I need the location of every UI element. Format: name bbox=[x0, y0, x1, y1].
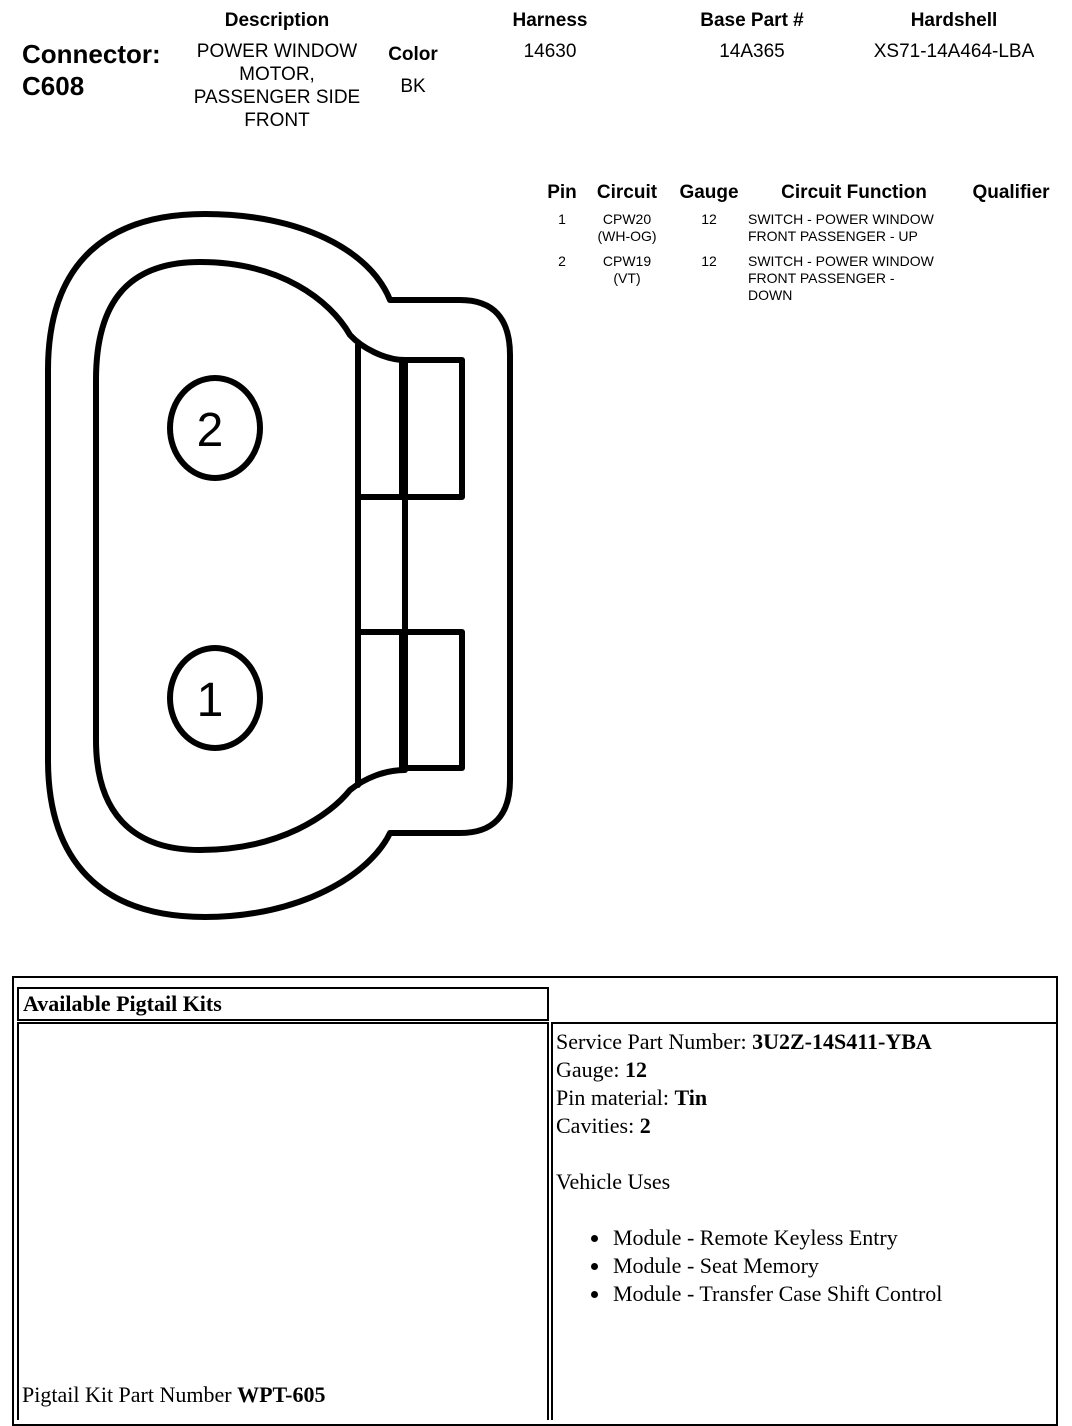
base-part-value: 14A365 bbox=[719, 41, 785, 62]
service-part-number: Service Part Number: 3U2Z-14S411-YBA bbox=[556, 1029, 932, 1054]
hardshell-header: Hardshell bbox=[910, 10, 998, 31]
connector-face-diagram bbox=[0, 0, 560, 940]
harness-header: Harness bbox=[512, 10, 588, 31]
list-item: Module - Seat Memory bbox=[553, 1252, 942, 1280]
gauge-cell: 12 bbox=[701, 253, 717, 269]
pin-cell: 1 bbox=[558, 211, 566, 227]
pigtail-kit-part-number: Pigtail Kit Part Number WPT-605 bbox=[22, 1382, 326, 1407]
pigtail-info-cell bbox=[551, 1022, 1058, 1420]
connector-label: Connector: C608 bbox=[22, 39, 161, 101]
pigtail-title-cell bbox=[17, 987, 549, 1021]
circuit-cell: CPW19 (VT) bbox=[602, 253, 652, 286]
vehicle-uses-list bbox=[553, 1224, 942, 1308]
pin-1-label: 1 bbox=[196, 674, 224, 727]
list-item: Module - Transfer Case Shift Control bbox=[553, 1280, 942, 1308]
description-header: Description bbox=[224, 10, 330, 31]
latch-upper-block bbox=[358, 360, 462, 497]
gauge-info: Gauge: 12 bbox=[556, 1057, 648, 1082]
cavities-info: Cavities: 2 bbox=[556, 1113, 651, 1138]
color-value: BK bbox=[400, 76, 426, 97]
gauge-column-header: Gauge bbox=[679, 182, 739, 203]
qualifier-column-header: Qualifier bbox=[972, 182, 1050, 203]
description-value: POWER WINDOW MOTOR, PASSENGER SIDE FRONT bbox=[193, 41, 361, 131]
circuit-cell: CPW20 (WH-OG) bbox=[597, 211, 657, 244]
gauge-cell: 12 bbox=[701, 211, 717, 227]
pin-material-info: Pin material: Tin bbox=[556, 1085, 708, 1110]
pin-column-header: Pin bbox=[547, 182, 577, 203]
function-cell: SWITCH - POWER WINDOW FRONT PASSENGER - UP bbox=[748, 211, 934, 244]
function-cell: SWITCH - POWER WINDOW FRONT PASSENGER - DOWN bbox=[748, 253, 934, 303]
list-item: Module - Remote Keyless Entry bbox=[553, 1224, 942, 1252]
connector-id: C608 bbox=[22, 71, 85, 101]
pin-2-label: 2 bbox=[196, 404, 224, 457]
function-column-header: Circuit Function bbox=[781, 182, 927, 203]
latch-lower-block bbox=[358, 632, 462, 768]
pin-cell: 2 bbox=[558, 253, 566, 269]
color-header: Color bbox=[388, 44, 438, 65]
hardshell-value: XS71-14A464-LBA bbox=[873, 41, 1035, 62]
base-part-header: Base Part # bbox=[700, 10, 804, 31]
pigtail-kit-cell bbox=[17, 1022, 549, 1420]
pigtail-title: Available Pigtail Kits bbox=[23, 991, 222, 1016]
vehicle-uses-label: Vehicle Uses bbox=[556, 1169, 671, 1194]
harness-value: 14630 bbox=[523, 41, 577, 62]
circuit-column-header: Circuit bbox=[596, 182, 658, 203]
